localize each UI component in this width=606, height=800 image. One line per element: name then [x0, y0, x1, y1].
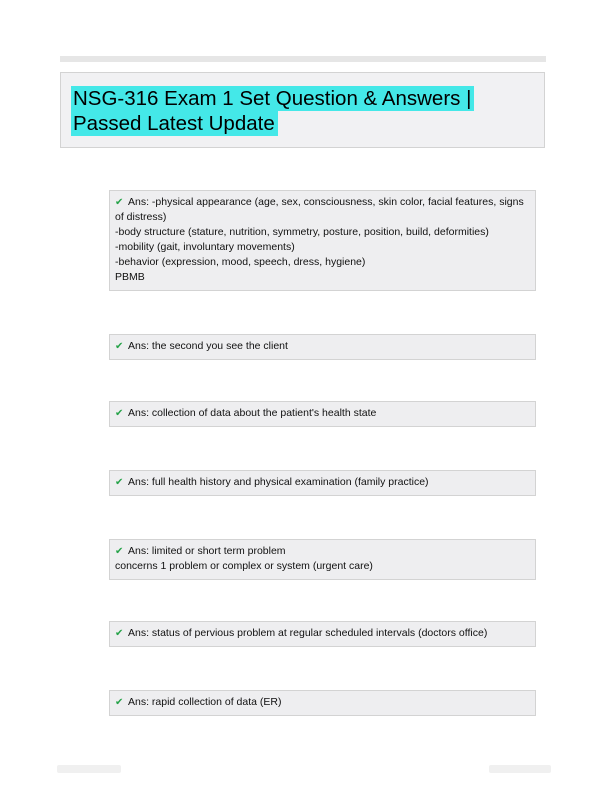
title-line-1: NSG-316 Exam 1 Set Question & Answers |	[71, 86, 474, 111]
answer-text: concerns 1 problem or complex or system (urgent care)	[115, 560, 373, 572]
answer-text: Ans: -physical appearance (age, sex, consciousness, skin color, facial features, signs	[128, 196, 524, 208]
answer-box	[109, 334, 536, 360]
answer-box	[109, 470, 536, 496]
answer-text: -mobility (gait, involuntary movements)	[115, 241, 295, 253]
answer-text: Ans: rapid collection of data (ER)	[128, 696, 282, 708]
footer-left-mark	[57, 765, 121, 773]
answer-text: PBMB	[115, 271, 145, 283]
title-line-2: Passed Latest Update	[71, 111, 278, 136]
checkmark-icon: ✔	[115, 546, 124, 557]
checkmark-icon: ✔	[115, 477, 124, 488]
footer-right-mark	[489, 765, 551, 773]
answer-box	[109, 690, 536, 716]
page-title	[71, 86, 474, 136]
checkmark-icon: ✔	[115, 197, 124, 208]
answer-box	[109, 401, 536, 427]
answer-box	[109, 539, 536, 580]
answer-text: Ans: limited or short term problem	[128, 545, 286, 557]
answer-box	[109, 621, 536, 647]
answer-text: -behavior (expression, mood, speech, dress, hygiene)	[115, 256, 366, 268]
answer-text: Ans: the second you see the client	[128, 340, 288, 352]
answer-text: Ans: full health history and physical examination (family practice)	[128, 476, 429, 488]
checkmark-icon: ✔	[115, 697, 124, 708]
answer-text: -body structure (stature, nutrition, symmetry, posture, position, build, deformities)	[115, 226, 489, 238]
checkmark-icon: ✔	[115, 408, 124, 419]
answer-text: Ans: collection of data about the patient's health state	[128, 407, 377, 419]
document-title-box	[60, 72, 545, 148]
checkmark-icon: ✔	[115, 341, 124, 352]
answer-text: of distress)	[115, 211, 167, 223]
checkmark-icon: ✔	[115, 628, 124, 639]
answer-text: Ans: status of pervious problem at regular scheduled intervals (doctors office)	[128, 627, 488, 639]
answer-box	[109, 190, 536, 291]
top-divider-bar	[60, 56, 546, 62]
